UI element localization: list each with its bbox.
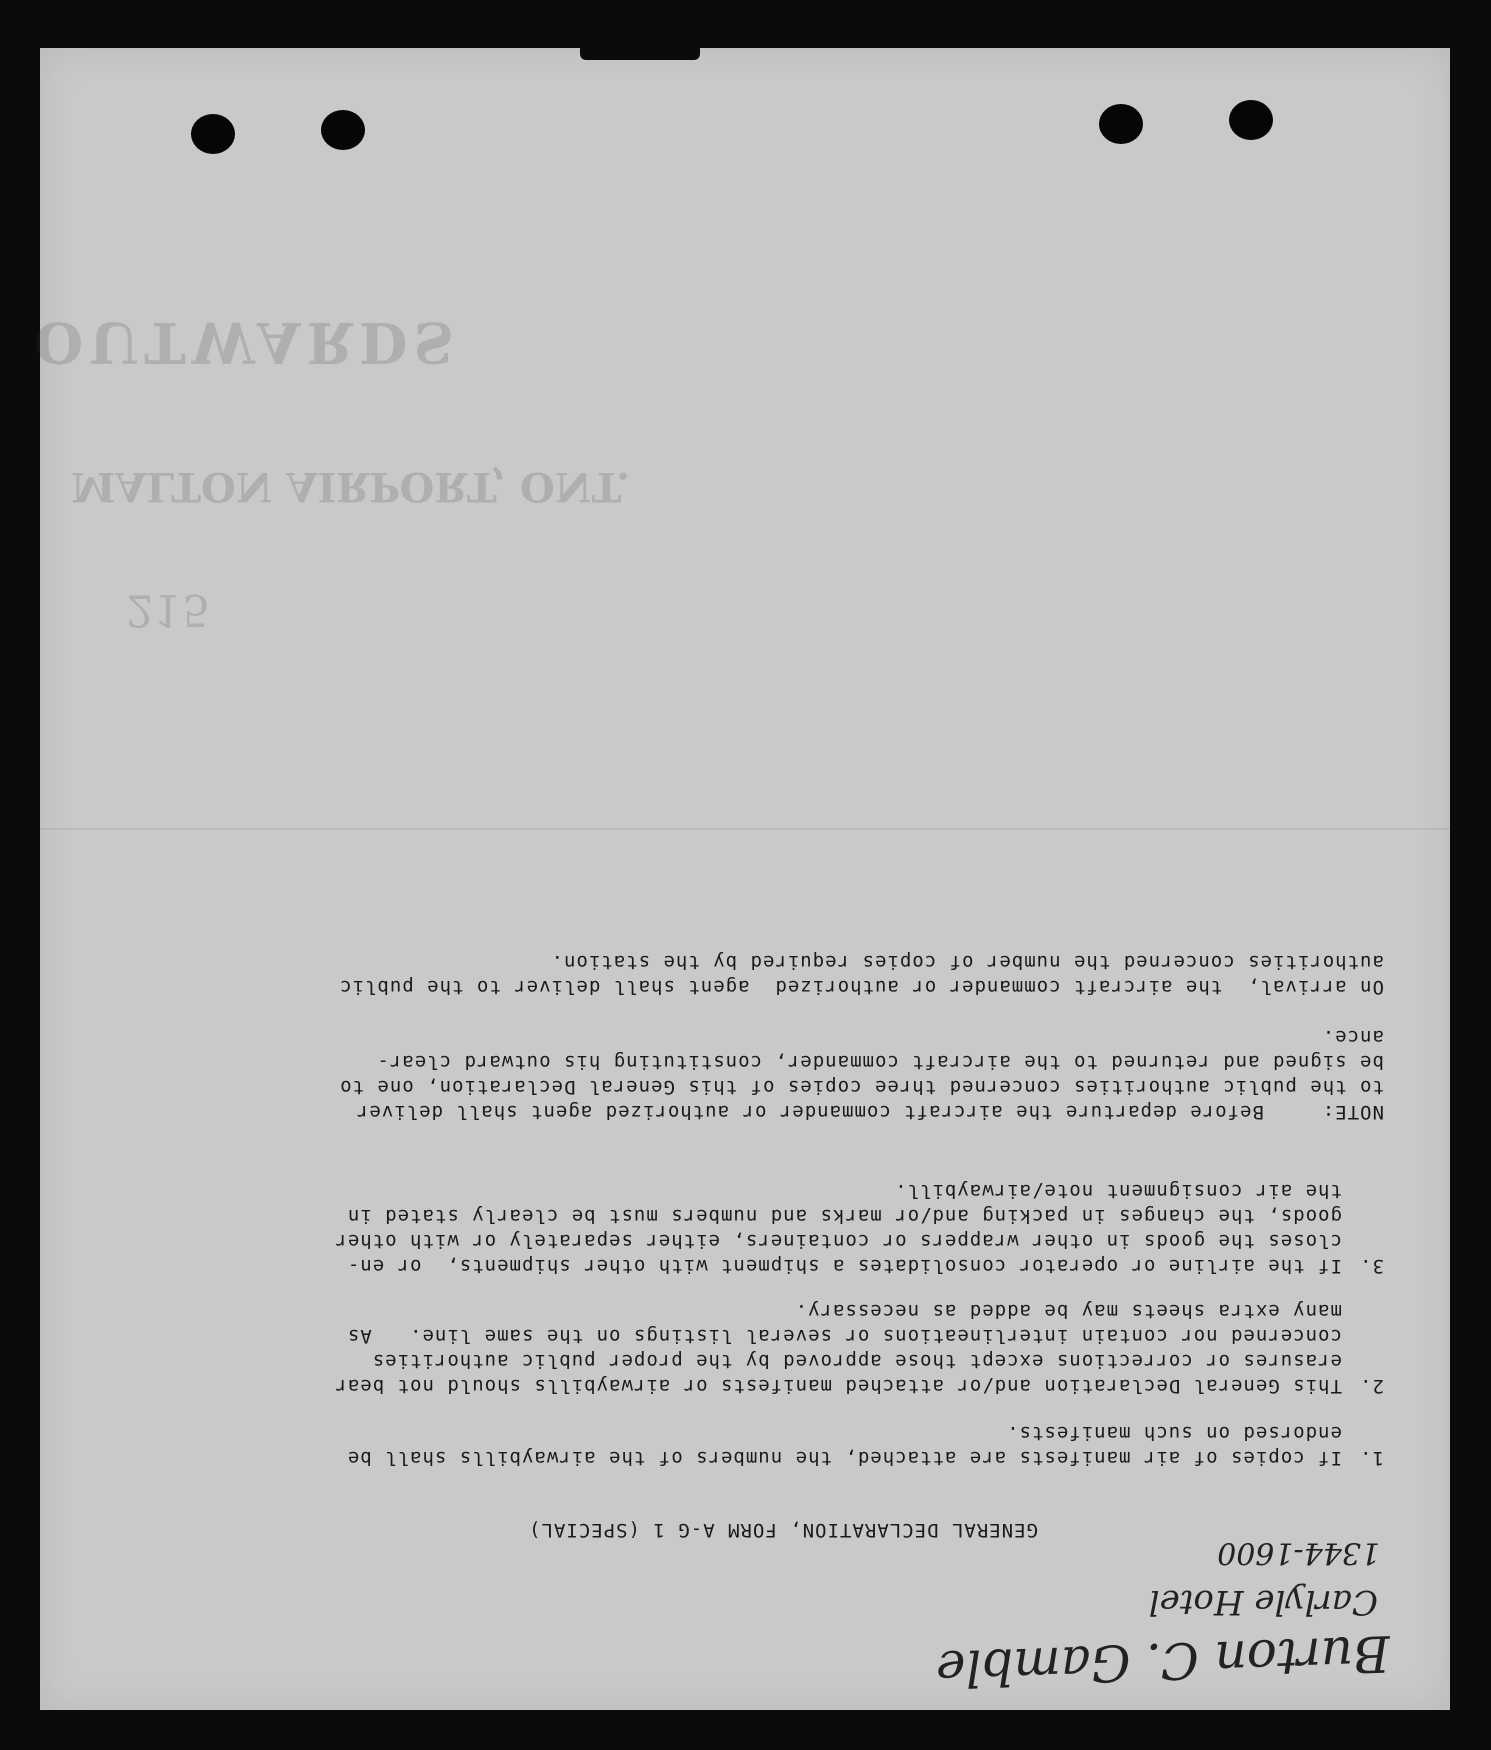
item-line: If copies of air manifests are attached, the numbers of the airwaybills shall be: [346, 1447, 1342, 1469]
item-line: goods, the changes in packing and/or marks and numbers must be clearly stated in: [346, 1205, 1342, 1227]
punch-hole: [321, 110, 365, 150]
note-line: On arrival, the aircraft commander or authorized agent shall deliver to the public: [339, 976, 1384, 998]
signature-name: Burton C. Gamble: [934, 1624, 1391, 1698]
note-line: Before departure the aircraft commander or authorized agent shall deliver: [355, 1101, 1264, 1123]
bleed-airport: MALTON AIRPORT, ONT.: [71, 463, 630, 510]
item-line: This General Declaration and/or attached manifests or airwaybills should not bear: [334, 1375, 1342, 1397]
signature-time: 1344-1600: [1217, 1535, 1380, 1570]
note-label: NOTE:: [1321, 1101, 1384, 1123]
form-title: GENERAL DECLARATION, FORM A-G 1 (SPECIAL): [528, 1519, 1038, 1541]
punch-hole: [1099, 104, 1143, 144]
rotated-page: [34, 48, 1450, 1710]
bleed-stamp: OUTWARDS: [34, 309, 460, 375]
torn-edge: [580, 46, 700, 60]
punch-hole: [1229, 100, 1273, 140]
bleed-number: 215: [126, 584, 210, 635]
item-line: many extra sheets may be added as necessary.: [794, 1300, 1342, 1322]
item-line: concerned nor contain interlineations or several listings on the same line. As: [346, 1325, 1342, 1347]
item-number: 3.: [1359, 1255, 1384, 1277]
note-line: authorities concerned the number of copies required by the station.: [550, 951, 1384, 973]
item-line: erasures or corrections except those approved by the proper public authorities: [371, 1350, 1342, 1372]
item-line: If the airline or operator consolidates a shipment with other shipments, or en-: [346, 1255, 1342, 1277]
note-line: be signed and returned to the aircraft commander, constituting his outward clear-: [376, 1051, 1384, 1073]
item-line: closes the goods in other wrappers or containers, either separately or with other: [334, 1230, 1342, 1252]
item-line: endorsed on such manifests.: [1006, 1422, 1342, 1444]
item-number: 1.: [1359, 1447, 1384, 1469]
punch-hole: [191, 114, 235, 154]
note-line: ance.: [1321, 1026, 1384, 1048]
note-line: to the public authorities concerned three copies of this General Declaration, one to: [339, 1076, 1384, 1098]
fold-line: [40, 828, 1450, 830]
item-line: the air consignment note/airwaybill.: [894, 1180, 1342, 1202]
signature-hotel: Carlyle Hotel: [1148, 1582, 1378, 1622]
paper-sheet: [34, 48, 1450, 1710]
item-number: 2.: [1359, 1375, 1384, 1397]
